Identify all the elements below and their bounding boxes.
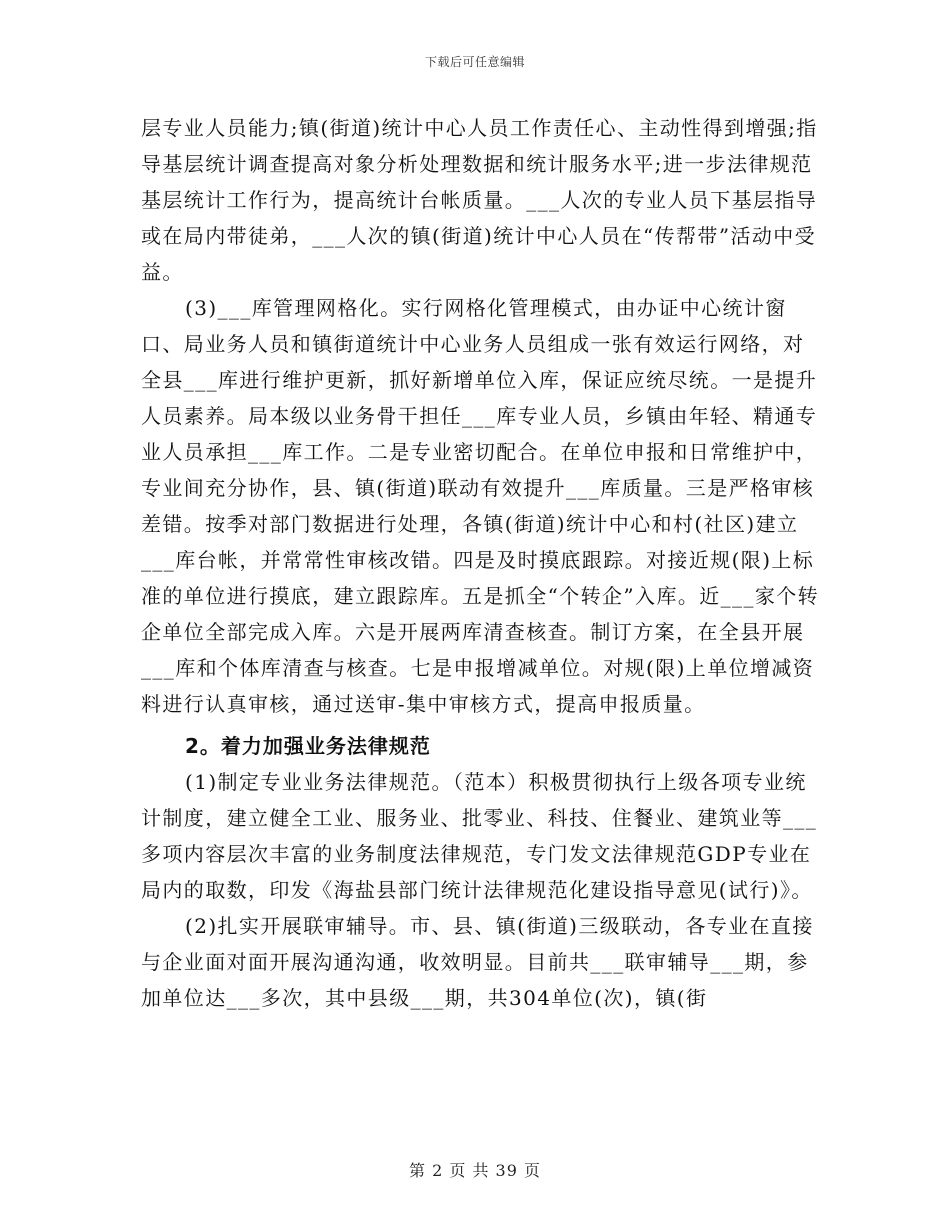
paragraph-joint-review: (2)扎实开展联审辅导。市、县、镇(街道)三级联动，各专业在直接与企业面对面开展沟通沟通，收效明显。目前共___联审辅导___期，参加单位达___多次，其中县级___期，共304单位(次)，镇(街 xyxy=(141,914,814,1010)
document-body xyxy=(141,110,821,1016)
page-header: 下载后可任意编辑 xyxy=(424,55,525,69)
paragraph-continued: 层专业人员能力;镇(街道)统计中心人员工作责任心、主动性得到增强;指导基层统计调查提高对象分析处理数据和统计服务水平;进一步法律规范基层统计工作行为，提高统计台帐质量。___人次的专业人员下基层指导或在局内带徒弟，___人次的镇(街道)统计中心人员在“传帮带”活动中受益。 xyxy=(141,116,818,284)
page-number: 第 2 页 共 39 页 xyxy=(409,1161,541,1180)
paragraph-database-grid: (3)___库管理网格化。实行网格化管理模式，由办证中心统计窗口、局业务人员和镇街道统计中心业务人员组成一张有效运行网络，对全县___库进行维护更新，抓好新增单位入库，保证应统尽统。一是提升人员素养。局本级以业务骨干担任___库专业人员，乡镇由年轻、精通专业人员承担___库工作。二是专业密切配合。在单位申报和日常维护中，专业间充分协作，县、镇(街道)联动有效提升___库质量。三是严格审核差错。按季对部门数据进行处理，各镇(街道)统计中心和村(社区)建立___库台帐，并常常性审核改错。四是及时摸底跟踪。对接近规(限)上标准的单位进行摸底，建立跟踪库。五是抓全“个转企”入库。近___家个转企单位全部完成入库。六是开展两库清查核查。制订方案，在全县开展___库和个体库清查与核查。七是申报增减单位。对规(限)上单位增减资料进行认真审核，通过送审-集中审核方式，提高申报质量。 xyxy=(141,296,820,716)
section-heading: 2。着力加强业务法律规范 xyxy=(185,734,431,758)
paragraph-regulations: (1)制定专业业务法律规范。（范本）积极贯彻执行上级各项专业统计制度，建立健全工业、服务业、批零业、科技、住餐业、建筑业等___多项内容层次丰富的业务制度法律规范，专门发文法律规范GDP专业在局内的取数，印发《海盐县部门统计法律规范化建设指导意见(试行)》。 xyxy=(141,770,818,902)
